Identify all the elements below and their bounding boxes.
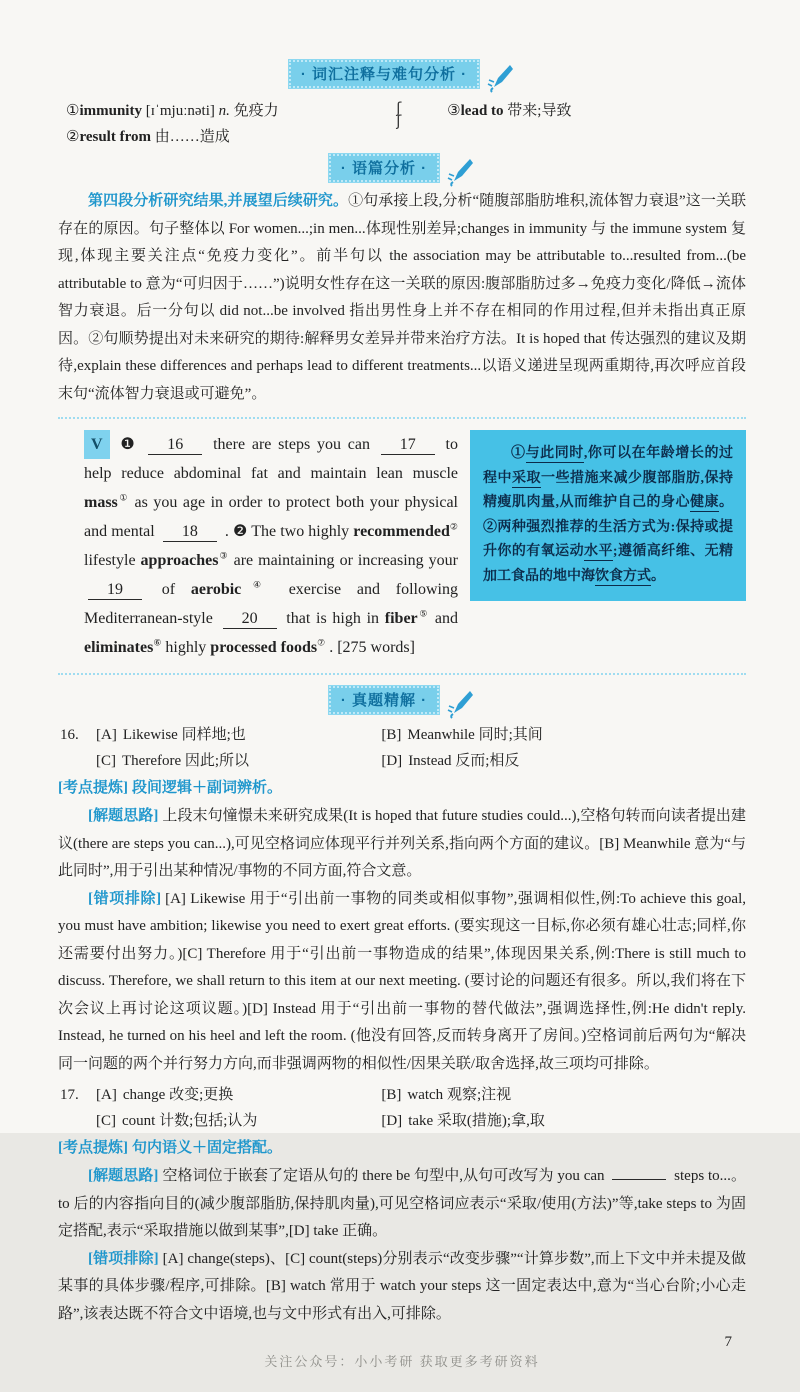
option-17-A xyxy=(58,1082,381,1108)
discourse-analysis-paragraph: 第四段分析研究结果,并展望后续研究。①句承接上段,分析“随腹部脂肪堆积,流体智力衰退”这一关联存在的原因。句子整体以 For women...;in men...体现性别差异;changes in immunity 与 the immune system 复现,体现主要关注点“免疫力变化”。前半句以 the association may be attributable to...resulted from...(be attributable to 意为“可归因于……”)说明女性存在这一关联的原因:腹部脂肪过多→免疫力变化/降低→流体智力衰退。后一分句以 did not...be involved 指出男性身上并不存在相同的作用过程,但并未指出真正原因。②句顺势提出对未来研究的期待:解释男女差异并带来治疗方法。It is hoped that 传达强烈的建议及期待,explain these differences and perhaps lead to different treatments...以语义递进呈现两重期待,再次呼应首段末句“流体智力衰退或可避免”。 xyxy=(58,193,746,402)
elimination-label: [错项排除] xyxy=(88,890,162,907)
q17-solution-paragraph xyxy=(58,1163,746,1246)
option-meaning: 反而;相反 xyxy=(455,753,520,769)
pen-icon xyxy=(485,64,515,92)
option-label: [B] xyxy=(381,1087,402,1103)
pen-icon xyxy=(445,158,475,186)
exam-point-text: 句内语义＋固定搭配。 xyxy=(132,1140,283,1156)
option-label: [A] xyxy=(96,727,117,743)
pen-icon xyxy=(445,690,475,718)
translation-text: ①与此同时,你可以在年龄增长的过程中采取一些措施来减少腹部脂肪,保持精瘦肌肉量,从而维护自己的身心健康。②两种强烈推荐的生活方式为:保持或提升你的有氧运动水平;遵循高纤维、无精加工食品的地中海饮食方式。 xyxy=(483,446,734,584)
option-meaning: 同时;其间 xyxy=(478,727,543,743)
vocab-meaning: 免疫力 xyxy=(233,103,279,119)
exam-point-label: [考点提炼] xyxy=(58,1140,128,1156)
option-16-D xyxy=(381,748,746,774)
q17-elimination-paragraph xyxy=(58,1246,746,1329)
dotted-separator xyxy=(58,417,746,419)
exam-point-label: [考点提炼] xyxy=(58,780,128,796)
vocab-list xyxy=(66,98,746,150)
q17-exam-point-line xyxy=(58,1135,746,1162)
option-label: [D] xyxy=(381,753,403,769)
discourse-badge: · 语篇分析 · xyxy=(329,154,439,182)
option-word: Instead xyxy=(408,753,452,769)
option-17-C xyxy=(58,1108,381,1134)
q16-solution-paragraph xyxy=(58,803,746,886)
page-number: 7 xyxy=(724,1334,732,1350)
solution-text: 空格词位于嵌套了定语从句的 there be 句型中,从句可改写为 you can steps to...。to 后的内容指向目的(减少腹部脂肪,保持肌肉量),可见空格词应表示“采取/使用(方法)”等,take steps to 为固定搭配,表示“采取措施以做到某事”,[D] take 正确。 xyxy=(58,1168,746,1239)
footer-note: 关注公众号：小小考研 获取更多考研资料 xyxy=(264,1354,540,1369)
option-meaning: 因此;所以 xyxy=(184,753,250,769)
paragraph-marker-badge: V xyxy=(84,430,110,459)
option-label: [C] xyxy=(96,1113,116,1129)
vocab-phonetic: [ɪˈmjuːnəti] xyxy=(145,103,215,119)
option-label: [A] xyxy=(96,1087,117,1103)
vocab-column-left xyxy=(66,98,378,150)
vocab-entry xyxy=(66,124,378,150)
vocab-meaning: 由……造成 xyxy=(154,129,230,145)
option-meaning: 采取(措施);拿,取 xyxy=(436,1113,545,1129)
solution-text: 上段末句憧憬未来研究成果(It is hoped that future studies could...),空格句转而向读者提出建议(there are steps you can...),可见空格词应体现平行并列关系,指向两个方面的建议。[B] Meanwhile 意为“与此同时”,用于引出某种情况/事物的不同方面,符合文意。 xyxy=(58,808,746,879)
vocab-column-right xyxy=(419,98,746,150)
option-word: take xyxy=(408,1113,434,1129)
option-16-B xyxy=(381,722,746,748)
question-number: 17. xyxy=(60,1087,79,1103)
cloze-passage xyxy=(58,430,458,662)
option-word: Therefore xyxy=(122,753,182,769)
option-word: change xyxy=(122,1087,166,1103)
option-17-D xyxy=(381,1108,746,1134)
solution-label: [解题思路] xyxy=(88,808,159,824)
translation-box xyxy=(470,430,746,601)
option-word: Likewise xyxy=(122,727,178,743)
vocab-entry xyxy=(447,98,746,124)
questions-badge: · 真题精解 · xyxy=(329,686,439,714)
question-17-options xyxy=(58,1082,746,1134)
vocab-entry xyxy=(66,98,378,124)
option-meaning: 计数;包括;认为 xyxy=(159,1113,258,1129)
vocab-number: ② xyxy=(66,129,80,145)
option-label: [B] xyxy=(381,727,402,743)
question-16-options xyxy=(58,722,746,774)
option-word: count xyxy=(122,1113,156,1129)
elimination-text: [A] change(steps)、[C] count(steps)分别表示“改变步骤”“计算步数”,而上下文中并未提及做某事的具体步骤/程序,可排除。[B] watch 常用于 watch your steps 这一固定表达中,意为“当心台阶;小心走路”,该表达既不符合文中语境,也与文中形式有出入,可排除。 xyxy=(58,1250,746,1322)
option-label: [C] xyxy=(96,753,116,769)
option-word: Meanwhile xyxy=(407,727,475,743)
q16-exam-point-line xyxy=(58,775,746,802)
vocab-number: ③ xyxy=(447,103,461,119)
vocab-word: lead to xyxy=(460,103,504,119)
option-label: [D] xyxy=(381,1113,403,1129)
cloze-text-segments: ❶ 16 there are steps you can 17 to help reduce abdominal fat and maintain lean muscle mass① as you age in order to protect both your physical and mental 18 . ❷ The two highly recommended② lifestyle approaches③ are maintaining or increasing your 19 of aerobic④ exercise and following Mediterranean-style 20 that is high in fiber⑤ and eliminates⑥ highly processed foods⑦ . [275 words] xyxy=(84,436,459,656)
vocab-number: ① xyxy=(66,103,80,119)
option-17-B xyxy=(381,1082,746,1108)
vocab-badge: · 词汇注释与难句分析 · xyxy=(289,60,479,88)
vocab-section-header xyxy=(58,60,746,88)
option-word: watch xyxy=(407,1087,444,1103)
vocab-pos: n. xyxy=(218,103,230,119)
solution-label: [解题思路] xyxy=(88,1168,159,1184)
elimination-text: [A] Likewise 用于“引出前一事物的同类或相似事物”,强调相似性,例:To achieve this goal, you must have ambition; likewise you need to exert great efforts. (要实现这一目标,你必须有雄心壮志;同样,你还需要付出努力。)[C] Therefore 用于“引出前一事物造成的结果”,体现因果关系,例:There is still much to discuss. Therefore, we shall return to this item at our next meeting. (要讨论的问题还有很多。所以,我们将在下次会议上再讨论这项议题。)[D] Instead 用于“引出前一事物的替代做法”,强调选择性,例:He didn't reply. Instead, he turned on his heel and left the room. (他没有回答,反而转身离开了房间。)空格词前后两句为“解决同一问题的两个并行努力方向,而非强调两物的相似性/因果关联/取舍选择,故三项均可排除。 xyxy=(58,890,746,1072)
discourse-section-header xyxy=(58,154,746,182)
dotted-separator xyxy=(58,673,746,675)
option-16-C xyxy=(58,748,381,774)
question-number: 16. xyxy=(60,727,79,743)
elimination-label: [错项排除] xyxy=(88,1250,159,1267)
questions-section-header xyxy=(58,686,746,714)
option-meaning: 同样地;也 xyxy=(181,727,246,743)
vocab-word: result from xyxy=(79,129,151,145)
vocab-word: immunity xyxy=(79,103,142,119)
q16-elimination-paragraph xyxy=(58,886,746,1079)
option-16-A xyxy=(58,722,381,748)
exam-point-text: 段间逻辑＋副词辨析。 xyxy=(132,780,283,796)
vocab-meaning: 带来;导致 xyxy=(507,103,572,119)
divider-squiggle: ʃ ʃ xyxy=(396,99,402,130)
option-meaning: 改变;更换 xyxy=(169,1087,234,1103)
option-meaning: 观察;注视 xyxy=(446,1087,512,1103)
cloze-section xyxy=(58,430,746,662)
